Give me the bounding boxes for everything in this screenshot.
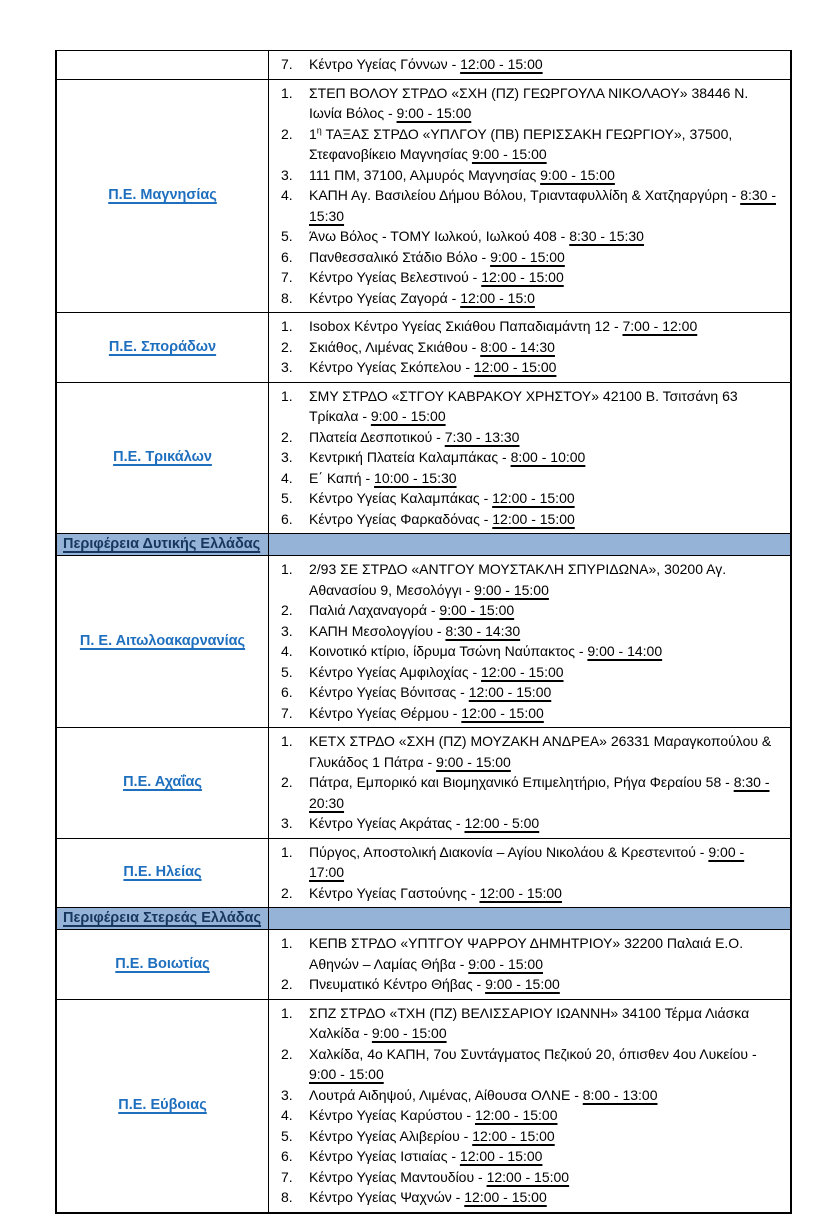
location-text: Κέντρο Υγείας Αμφιλοχίας - 12:00 - 15:00: [309, 663, 564, 680]
region-cell: [57, 1000, 269, 1212]
location-hours: 7:30 - 13:30: [444, 428, 520, 445]
item-number: 4.: [281, 469, 293, 486]
location-text: Κέντρο Υγείας Βελεστινού - 12:00 - 15:00: [309, 269, 564, 285]
table-row: [57, 556, 790, 728]
region-cell: [57, 839, 269, 908]
location-text: ΚΕΠΒ ΣΤΡΔΟ «ΥΠΤΓΟΥ ΨΑΡΡΟΥ ΔΗΜΗΤΡΙΟΥ» 32200 Παλαιά Ε.Ο. Αθηνών – Λαμίας Θήβα - 9:00 - 15:00: [309, 935, 744, 972]
location-text: Κέντρο Υγείας Γαστούνης - 12:00 - 15:00: [309, 884, 562, 901]
location-item: [281, 772, 782, 813]
location-item: [281, 1187, 782, 1208]
item-number: 4.: [281, 1107, 293, 1123]
location-text: $1^\eta$ ΤΑΞΑΣ ΣΤΡΔΟ «ΥΠΛΓΟΥ (ΠΒ) ΠΕΡΙΣΣΑΚΗ ΓΕΩΡΓΙΟΥ», 37500, Στεφανοβίκειο Μαγνησίας 9:00 - 15:00: [309, 124, 733, 162]
region-link[interactable]: Π.Ε. Σποράδων: [108, 338, 217, 355]
location-hours: 8:30 - 15:30: [569, 228, 644, 244]
location-hours: 12:00 - 15:00: [481, 269, 564, 285]
location-hours: 12:00 - 15:00: [474, 1107, 558, 1123]
item-number: 3.: [281, 815, 293, 831]
location-item: [281, 842, 782, 883]
location-text: Isobox Κέντρο Υγείας Σκιάθου Παπαδιαμάντη 12 - 7:00 - 12:00: [309, 318, 698, 334]
location-hours: 8:00 - 13:00: [582, 1086, 658, 1103]
location-item: [281, 247, 782, 268]
item-number: 1.: [281, 843, 293, 860]
location-item: [281, 226, 782, 247]
region-cell: [57, 313, 269, 382]
item-number: 6.: [281, 1148, 293, 1164]
region-link[interactable]: Π.Ε. Μαγνησίας: [108, 187, 217, 204]
table-row: [57, 930, 790, 1000]
health-locations-table: [55, 50, 792, 1214]
location-item: [281, 337, 782, 358]
location-text: ΚΕΤΧ ΣΤΡΔΟ «ΣΧΗ (ΠΖ) ΜΟΥΖΑΚΗ ΑΝΔΡΕΑ» 26331 Μαραγκοπούλου & Γλυκάδος 1 Πάτρα - 9:00 - 15:00: [309, 733, 772, 770]
location-hours: 9:00 - 15:00: [471, 146, 547, 162]
location-item: [281, 621, 782, 642]
location-hours: 9:00 - 15:00: [485, 976, 560, 992]
location-item: [281, 662, 782, 683]
location-hours: 12:00 - 15:00: [481, 663, 564, 680]
location-text: ΣΤΕΠ ΒΟΛΟΥ ΣΤΡΔΟ «ΣΧΗ (ΠΖ) ΓΕΩΡΓΟΥΛΑ ΝΙΚΟΛΑΟΥ» 38446 Ν. Ιωνία Βόλος - 9:00 - 15:00: [309, 84, 749, 121]
location-hours: 8:00 - 14:30: [480, 338, 555, 355]
item-number: 6.: [281, 510, 293, 527]
location-text: 2/93 ΣΕ ΣΤΡΔΟ «ΑΝΤΓΟΥ ΜΟΥΣΤΑΚΛΗ ΣΠΥΡΙΔΩΝΑ», 30200 Αγ. Αθανασίου 9, Μεσολόγγι - 9:00 - 15:00: [309, 561, 727, 598]
location-text: Κέντρο Υγείας Ιστιαίας - 12:00 - 15:00: [309, 1148, 543, 1164]
location-hours: 10:00 - 15:30: [374, 469, 457, 486]
location-item: [281, 974, 782, 995]
region-link[interactable]: Π.Ε. Βοιωτίας: [115, 955, 210, 972]
location-item: [281, 1003, 782, 1044]
item-number: 7.: [281, 269, 293, 285]
item-number: 3.: [281, 166, 293, 183]
location-item: [281, 933, 782, 974]
location-item: [281, 357, 782, 378]
location-hours: 12:00 - 15:00: [472, 1127, 555, 1144]
table-row: [57, 51, 790, 80]
location-item: [281, 1105, 782, 1126]
location-text: Χαλκίδα, 4ο ΚΑΠΗ, 7ου Συντάγματος Πεζικού 20, όπισθεν 4ου Λυκείου - 9:00 - 15:00: [309, 1045, 757, 1082]
item-number: 1.: [281, 387, 293, 404]
region-header-cell: [57, 908, 269, 929]
item-number: 3.: [281, 622, 293, 639]
region-cell: [57, 930, 269, 999]
location-item: [281, 54, 782, 75]
item-number: 8.: [281, 1189, 293, 1205]
item-number: 4.: [281, 643, 293, 659]
item-number: 2.: [281, 884, 293, 901]
locations-cell: [269, 1000, 790, 1212]
item-number: 2.: [281, 602, 293, 618]
ordinal-superscript: η: [316, 124, 322, 135]
locations-cell: [269, 51, 790, 79]
location-item: [281, 288, 782, 309]
location-text: ΚΑΠΗ Αγ. Βασιλείου Δήμου Βόλου, Τριανταφυλλίδη & Χατζηαργύρη - 8:30 - 15:30: [309, 187, 776, 224]
location-hours: 9:00 - 15:00: [490, 248, 565, 265]
location-hours: 12:00 - 5:00: [464, 815, 540, 831]
item-number: 7.: [281, 56, 293, 72]
item-number: 8.: [281, 289, 293, 306]
region-link[interactable]: Π. Ε. Αιτωλοακαρνανίας: [79, 633, 246, 649]
location-text: Κέντρο Υγείας Θέρμου - 12:00 - 15:00: [309, 704, 544, 721]
location-item: [281, 559, 782, 600]
location-item: [281, 1126, 782, 1147]
item-number: 5.: [281, 663, 293, 680]
location-item: [281, 813, 782, 834]
location-hours: 12:00 - 15:00: [492, 490, 575, 506]
region-link[interactable]: Π.Ε. Αχαΐας: [123, 774, 202, 791]
region-header-link[interactable]: Περιφέρεια Στερεάς Ελλάδας: [63, 910, 262, 926]
location-text: Κοινοτικό κτίριο, ίδρυμα Τσώνη Ναύπακτος - 9:00 - 14:00: [309, 643, 663, 659]
location-text: ΣΜΥ ΣΤΡΔΟ «ΣΤΓΟΥ ΚΑΒΡΑΚΟΥ ΧΡΗΣΤΟΥ» 42100 Β. Τσιτσάνη 63 Τρίκαλα - 9:00 - 15:00: [309, 387, 738, 424]
region-header-spacer: [269, 534, 790, 555]
location-item: [281, 165, 782, 186]
location-item: [281, 703, 782, 724]
location-text: Πνευματικό Κέντρο Θήβας - 9:00 - 15:00: [309, 976, 560, 992]
location-hours: 12:00 - 15:00: [479, 884, 562, 901]
location-item: [281, 731, 782, 772]
region-header-row: [57, 534, 790, 556]
location-text: Παλιά Λαχαναγορά - 9:00 - 15:00: [309, 602, 515, 618]
location-text: Κέντρο Υγείας Ακράτας - 12:00 - 5:00: [309, 815, 540, 831]
locations-cell: [269, 80, 790, 313]
location-text: Λουτρά Αιδηψού, Λιμένας, Αίθουσα ΟΛΝΕ - 8:00 - 13:00: [309, 1086, 658, 1103]
location-hours: 9:00 - 15:00: [309, 1066, 384, 1082]
item-number: 2.: [281, 1045, 293, 1062]
table-row: [57, 383, 790, 535]
location-hours: 9:00 - 15:00: [436, 753, 511, 770]
location-hours: 9:00 - 14:00: [587, 643, 663, 659]
location-hours: 12:00 - 15:00: [461, 704, 544, 721]
location-text: Κέντρο Υγείας Καλαμπάκας - 12:00 - 15:00: [309, 490, 575, 506]
region-header-cell: [57, 534, 269, 555]
location-hours: 9:00 - 15:00: [371, 1025, 447, 1041]
location-text: ΚΑΠΗ Μεσολογγίου - 8:30 - 14:30: [309, 622, 521, 639]
location-hours: 8:30 - 20:30: [309, 774, 770, 811]
location-hours: 9:00 - 15:00: [370, 408, 446, 424]
locations-cell: [269, 313, 790, 382]
location-hours: 12:00 - 15:00: [464, 1189, 547, 1205]
location-text: Σκιάθος, Λιμένας Σκιάθου - 8:00 - 14:30: [309, 338, 555, 355]
location-text: Κέντρο Υγείας Ψαχνών - 12:00 - 15:00: [309, 1189, 547, 1205]
location-hours: 12:00 - 15:0: [460, 289, 535, 306]
region-header-spacer: [269, 908, 790, 929]
location-item: [281, 124, 782, 165]
location-text: Κέντρο Υγείας Αλιβερίου - 12:00 - 15:00: [309, 1127, 555, 1144]
location-item: [281, 267, 782, 288]
table-row: [57, 839, 790, 909]
item-number: 6.: [281, 684, 293, 700]
location-hours: 12:00 - 15:00: [468, 684, 552, 700]
location-text: Κέντρο Υγείας Γόννων - 12:00 - 15:00: [309, 56, 543, 72]
region-cell: [57, 51, 269, 79]
location-text: Πλατεία Δεσποτικού - 7:30 - 13:30: [309, 428, 520, 445]
item-number: 1.: [281, 733, 293, 749]
location-item: [281, 1167, 782, 1188]
location-hours: 8:30 - 14:30: [445, 622, 521, 639]
item-number: 3.: [281, 1086, 293, 1103]
location-hours: 12:00 - 15:00: [492, 510, 575, 527]
item-number: 3.: [281, 359, 293, 375]
item-number: 1.: [281, 318, 293, 334]
item-number: 7.: [281, 704, 293, 721]
location-item: [281, 641, 782, 662]
location-text: Ε΄ Καπή - 10:00 - 15:30: [309, 469, 457, 486]
location-item: [281, 1044, 782, 1085]
location-text: Πάτρα, Εμπορικό και Βιομηχανικό Επιμελητήριο, Ρήγα Φεραίου 58 - 8:30 - 20:30: [309, 774, 770, 811]
location-text: Κέντρο Υγείας Σκόπελου - 12:00 - 15:00: [309, 359, 557, 375]
location-item: [281, 883, 782, 904]
location-hours: 9:00 - 15:00: [439, 602, 515, 618]
locations-cell: [269, 383, 790, 534]
item-number: 7.: [281, 1168, 293, 1185]
location-item: [281, 447, 782, 468]
region-link[interactable]: Π.Ε. Τρικάλων: [113, 449, 212, 466]
item-number: 2.: [281, 125, 293, 142]
table-row: [57, 728, 790, 839]
location-item: [281, 682, 782, 703]
location-item: [281, 83, 782, 124]
locations-cell: [269, 930, 790, 999]
locations-cell: [269, 728, 790, 838]
location-hours: 12:00 - 15:00: [459, 1148, 543, 1164]
item-number: 5.: [281, 228, 293, 244]
location-item: [281, 468, 782, 489]
item-number: 2.: [281, 338, 293, 355]
item-number: 5.: [281, 490, 293, 506]
item-number: 2.: [281, 428, 293, 445]
location-hours: 12:00 - 15:00: [473, 359, 557, 375]
location-text: Κεντρική Πλατεία Καλαμπάκας - 8:00 - 10:00: [309, 449, 586, 465]
location-item: [281, 488, 782, 509]
region-header-link[interactable]: Περιφέρεια Δυτικής Ελλάδας: [63, 536, 261, 552]
location-hours: 12:00 - 15:00: [486, 1168, 570, 1185]
region-header-row: [57, 908, 790, 930]
region-cell: [57, 728, 269, 838]
item-number: 5.: [281, 1127, 293, 1144]
location-item: [281, 509, 782, 530]
item-number: 6.: [281, 248, 293, 265]
location-item: [281, 1146, 782, 1167]
item-number: 1.: [281, 935, 293, 951]
location-item: [281, 1085, 782, 1106]
location-hours: 8:30 - 15:30: [309, 187, 776, 224]
location-text: Κέντρο Υγείας Φαρκαδόνας - 12:00 - 15:00: [309, 510, 575, 527]
location-item: [281, 185, 782, 226]
region-link[interactable]: Π.Ε. Ηλείας: [123, 864, 202, 881]
location-hours: 8:00 - 10:00: [510, 449, 586, 465]
table-row: [57, 80, 790, 314]
location-hours: 12:00 - 15:00: [460, 56, 543, 72]
table-row: [57, 1000, 790, 1212]
location-text: Κέντρο Υγείας Ζαγορά - 12:00 - 15:0: [309, 289, 535, 306]
item-number: 2.: [281, 774, 293, 790]
table-row: [57, 313, 790, 383]
location-item: [281, 427, 782, 448]
region-cell: [57, 556, 269, 727]
location-hours: 7:00 - 12:00: [622, 318, 698, 334]
location-hours: 9:00 - 15:00: [396, 105, 472, 121]
location-text: Πανθεσσαλικό Στάδιο Βόλο - 9:00 - 15:00: [309, 248, 565, 265]
item-number: 1.: [281, 561, 293, 577]
location-hours: 9:00 - 15:00: [468, 955, 543, 972]
location-item: [281, 386, 782, 427]
item-number: 3.: [281, 449, 293, 465]
locations-cell: [269, 556, 790, 727]
location-text: 111 ΠΜ, 37100, Αλμυρός Μαγνησίας 9:00 - 15:00: [309, 166, 615, 183]
location-text: Κέντρο Υγείας Καρύστου - 12:00 - 15:00: [309, 1107, 558, 1123]
location-item: [281, 316, 782, 337]
location-item: [281, 600, 782, 621]
location-hours: 9:00 - 17:00: [309, 843, 745, 880]
location-hours: 9:00 - 15:00: [474, 581, 549, 598]
item-number: 2.: [281, 976, 293, 992]
location-hours: 9:00 - 15:00: [540, 166, 615, 183]
location-text: Πύργος, Αποστολική Διακονία – Αγίου Νικολάου & Κρεστενιτού - 9:00 - 17:00: [309, 843, 745, 880]
item-number: 1.: [281, 1004, 293, 1021]
locations-cell: [269, 839, 790, 908]
location-text: Κέντρο Υγείας Μαντουδίου - 12:00 - 15:00: [309, 1168, 570, 1185]
item-number: 4.: [281, 187, 293, 203]
location-text: ΣΠΖ ΣΤΡΔΟ «ΤΧΗ (ΠΖ) ΒΕΛΙΣΣΑΡΙΟΥ ΙΩΑΝΝΗ» 34100 Τέρμα Λιάσκα Χαλκίδα - 9:00 - 15:00: [309, 1004, 750, 1041]
location-text: Άνω Βόλος - ΤΟΜΥ Ιωλκού, Ιωλκού 408 - 8:30 - 15:30: [309, 228, 644, 244]
region-cell: [57, 383, 269, 534]
region-link[interactable]: Π.Ε. Εύβοιας: [118, 1097, 207, 1113]
region-cell: [57, 80, 269, 313]
location-text: Κέντρο Υγείας Βόνιτσας - 12:00 - 15:00: [309, 684, 552, 700]
item-number: 1.: [281, 84, 293, 101]
